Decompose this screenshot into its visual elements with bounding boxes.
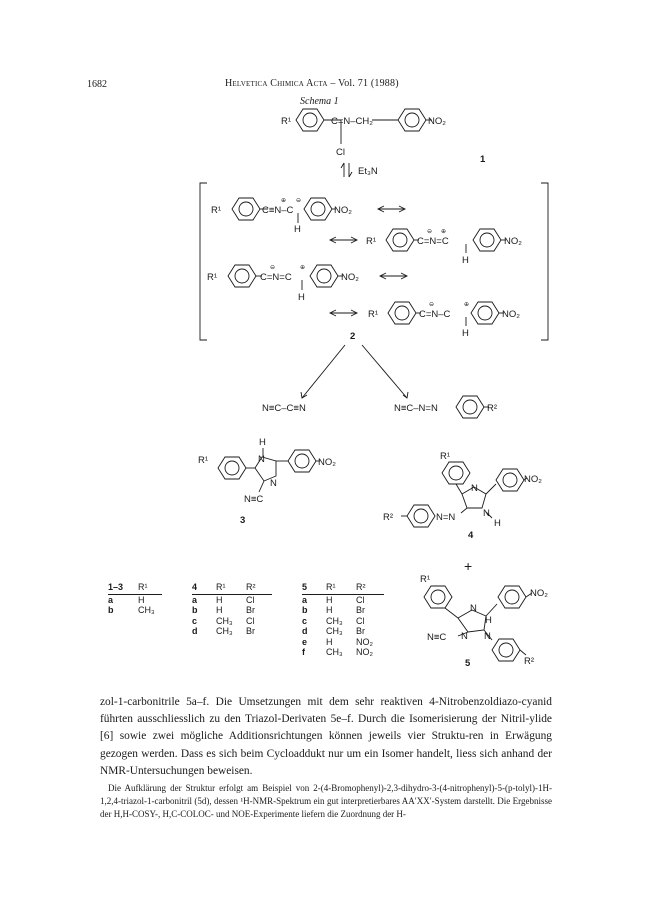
table-compounds-1-3 xyxy=(108,582,162,616)
table-row xyxy=(192,616,272,627)
ylideA-h: H xyxy=(294,224,301,235)
table-row xyxy=(302,647,384,658)
table-row xyxy=(302,616,384,627)
cmpd1-no2: NO₂ xyxy=(428,116,446,127)
plus-sign: + xyxy=(464,558,473,574)
compound-2-number: 2 xyxy=(350,331,356,342)
cmpd5-n4: N xyxy=(470,603,477,614)
cmpd4-n3: N xyxy=(471,483,478,494)
row-r2: Cl xyxy=(356,615,365,626)
row-key: e xyxy=(302,636,308,647)
right-bracket xyxy=(541,183,548,340)
table-row xyxy=(302,626,384,637)
row-key: b xyxy=(108,605,114,615)
row-key: d xyxy=(302,626,308,636)
table-compound-4 xyxy=(192,582,272,637)
cmpd1-imine: C=N–CH₂ xyxy=(331,116,373,127)
row-key: d xyxy=(192,626,198,636)
small-print-paragraph: Die Aufklärung der Struktur erfolgt am Beispiel von 2-(4-Bromophenyl)-2,3-dihydro-3-(4-nitrophenyl)-5-(p-tolyl)-1H-1,2,4-triazol-1-carbonitril (5d), dessen ¹H-NMR-Spektrum ein gut interpretierbares AA′XX′-System darstellt. Die Ergebnisse der H,H-COSY-, H,C-COLOC- und NOE-Experimente liefern die Zuordnung der H- xyxy=(100,783,552,820)
row-r1: CH₃ xyxy=(326,626,343,636)
body-paragraph: zol-1-carbonitrile 5a–f. Die Umsetzungen mit dem sehr reaktiven 4-Nitrobenzoldiazo-cyanid führten ausschliesslich zu den Triazol-Derivaten 5e–f. Durch die Isomerisierung der Nitril-ylide [6] sowie zwei mögliche Additionsrichtungen können jeweils vier Struktu-ren in Erwägung gezogen werden. Dass es sich beim Cycloaddukt nur um ein Isomer handelt, liess sich anhand der NMR-Untersuchungen beweisen. xyxy=(100,696,552,777)
ylide-structure-c xyxy=(228,265,407,290)
cmpd3-r1: R¹ xyxy=(198,455,209,466)
charge-plus: ⊕ xyxy=(441,229,447,235)
charge-minus: ⊖ xyxy=(270,265,276,271)
journal-name: Helvetica Chimica Acta xyxy=(225,78,328,89)
ylideC-h: H xyxy=(298,292,305,303)
ylideA-r1: R¹ xyxy=(211,205,222,216)
cyanogen-formula: N≡C–C≡N xyxy=(262,403,306,414)
row-r2: NO₂ xyxy=(356,647,373,657)
ylideB-h: H xyxy=(462,255,469,266)
cmpd4-r2: R² xyxy=(383,512,394,523)
row-r1: H xyxy=(326,605,333,615)
table-row xyxy=(108,594,162,605)
diazocyanide-formula: N≡C–N=N xyxy=(394,403,438,414)
reaction-arrows xyxy=(301,345,408,398)
table-header: 1–3 xyxy=(108,582,138,594)
row-r1: H xyxy=(326,594,333,605)
table-header: R² xyxy=(246,582,272,594)
table-compound-5 xyxy=(302,582,384,658)
charge-plus: ⊕ xyxy=(464,302,470,308)
table-header: 4 xyxy=(192,582,216,594)
compound-3-structure xyxy=(218,448,320,492)
ylideC-core: C=N=C xyxy=(260,272,292,283)
row-key: a xyxy=(192,594,198,605)
table-header: 5 xyxy=(302,582,326,594)
row-key: a xyxy=(108,594,114,605)
row-r2: Cl xyxy=(246,594,255,605)
page-number: 1682 xyxy=(87,79,107,90)
compound-1-number: 1 xyxy=(480,154,486,165)
ylideB-r1: R¹ xyxy=(366,236,377,247)
left-bracket xyxy=(200,183,207,340)
ylideD-r1: R¹ xyxy=(368,309,379,320)
cmpd3-n1: N xyxy=(258,454,265,465)
table-header: R¹ xyxy=(326,582,356,594)
cmpd3-h: H xyxy=(259,437,266,448)
row-r1: CH₃ xyxy=(326,615,343,626)
reagent-et3n: Et₃N xyxy=(358,166,378,177)
row-r1: CH₃ xyxy=(216,626,233,636)
table-row xyxy=(108,605,162,616)
table-header: R¹ xyxy=(216,582,246,594)
compound-4-structure xyxy=(401,462,527,527)
ylideD-no2: NO₂ xyxy=(502,309,520,320)
row-key: f xyxy=(302,647,305,657)
row-r2: Br xyxy=(246,626,255,636)
row-r2: Cl xyxy=(356,594,365,605)
row-key: b xyxy=(302,605,308,615)
cmpd4-h: H xyxy=(494,518,501,529)
row-r1: H xyxy=(216,605,223,615)
charge-plus: ⊕ xyxy=(300,265,306,271)
ylideB-core: C=N=C xyxy=(417,236,449,247)
row-key: c xyxy=(192,615,198,626)
cmpd3-nec: N≡C xyxy=(244,494,264,505)
charge-minus: ⊖ xyxy=(427,229,433,235)
row-r2: Br xyxy=(356,605,365,615)
row-r1: H xyxy=(216,594,223,605)
table-row xyxy=(302,605,384,616)
row-r2: Br xyxy=(356,626,365,636)
table-row xyxy=(192,605,272,616)
compound-5-structure xyxy=(424,586,532,661)
volume-info: – Vol. 71 (1988) xyxy=(330,78,399,89)
cmpd1-cl: Cl xyxy=(336,147,345,158)
row-r1: H xyxy=(326,636,333,647)
cmpd5-n1: N xyxy=(461,631,468,642)
ylideC-no2: NO₂ xyxy=(341,272,359,283)
ylide-structure-a xyxy=(232,198,405,223)
table-row xyxy=(302,637,384,648)
cmpd3-no2: NO₂ xyxy=(318,457,336,468)
ylideA-no2: NO₂ xyxy=(334,205,352,216)
cmpd4-r1: R¹ xyxy=(440,451,451,462)
equilibrium-arrow xyxy=(341,163,352,177)
diazocyanide-structure xyxy=(456,396,489,418)
row-key: c xyxy=(302,615,308,626)
ylideD-core: C=N–C xyxy=(419,309,451,320)
row-r1: CH₃ xyxy=(216,615,233,626)
cmpd4-no2: NO₂ xyxy=(524,474,542,485)
ylide-structure-d xyxy=(330,302,504,326)
charge-minus: ⊖ xyxy=(296,198,302,204)
table-header: R¹ xyxy=(138,582,162,594)
ylideB-no2: NO₂ xyxy=(504,236,522,247)
cmpd4-azo: N=N xyxy=(436,512,456,523)
row-r2: NO₂ xyxy=(356,636,373,647)
cmpd1-r1: R¹ xyxy=(281,116,292,127)
compound-3-number: 3 xyxy=(240,515,246,526)
ylideD-h: H xyxy=(462,328,469,339)
row-r1: CH₃ xyxy=(326,647,343,657)
diazocyanide-r2: R² xyxy=(487,403,498,414)
row-key: b xyxy=(192,605,198,615)
row-r2: Cl xyxy=(246,615,255,626)
cmpd5-r2: R² xyxy=(524,656,535,667)
compound-4-number: 4 xyxy=(468,530,474,541)
row-key: a xyxy=(302,594,308,605)
ylideC-r1: R¹ xyxy=(207,272,218,283)
cmpd5-h: H xyxy=(485,615,492,626)
row-r1: H xyxy=(138,594,145,605)
charge-plus: ⊕ xyxy=(281,198,287,204)
cmpd5-no2: NO₂ xyxy=(530,588,548,599)
cmpd5-n2: N xyxy=(484,631,491,642)
table-header: R² xyxy=(356,582,384,594)
cmpd5-nec: N≡C xyxy=(427,632,447,643)
table-row xyxy=(192,594,272,605)
charge-minus: ⊖ xyxy=(429,302,435,308)
schema-title: Schema 1 xyxy=(300,96,339,107)
cmpd3-n3: N xyxy=(270,478,277,489)
table-row xyxy=(302,594,384,605)
cmpd4-n1: N xyxy=(483,508,490,519)
compound-5-number: 5 xyxy=(465,658,471,669)
ylideA-core: C≡N–C xyxy=(262,205,294,216)
row-r1: CH₃ xyxy=(138,605,155,615)
cmpd5-r1: R¹ xyxy=(420,574,431,585)
row-r2: Br xyxy=(246,605,255,615)
table-row xyxy=(192,626,272,637)
